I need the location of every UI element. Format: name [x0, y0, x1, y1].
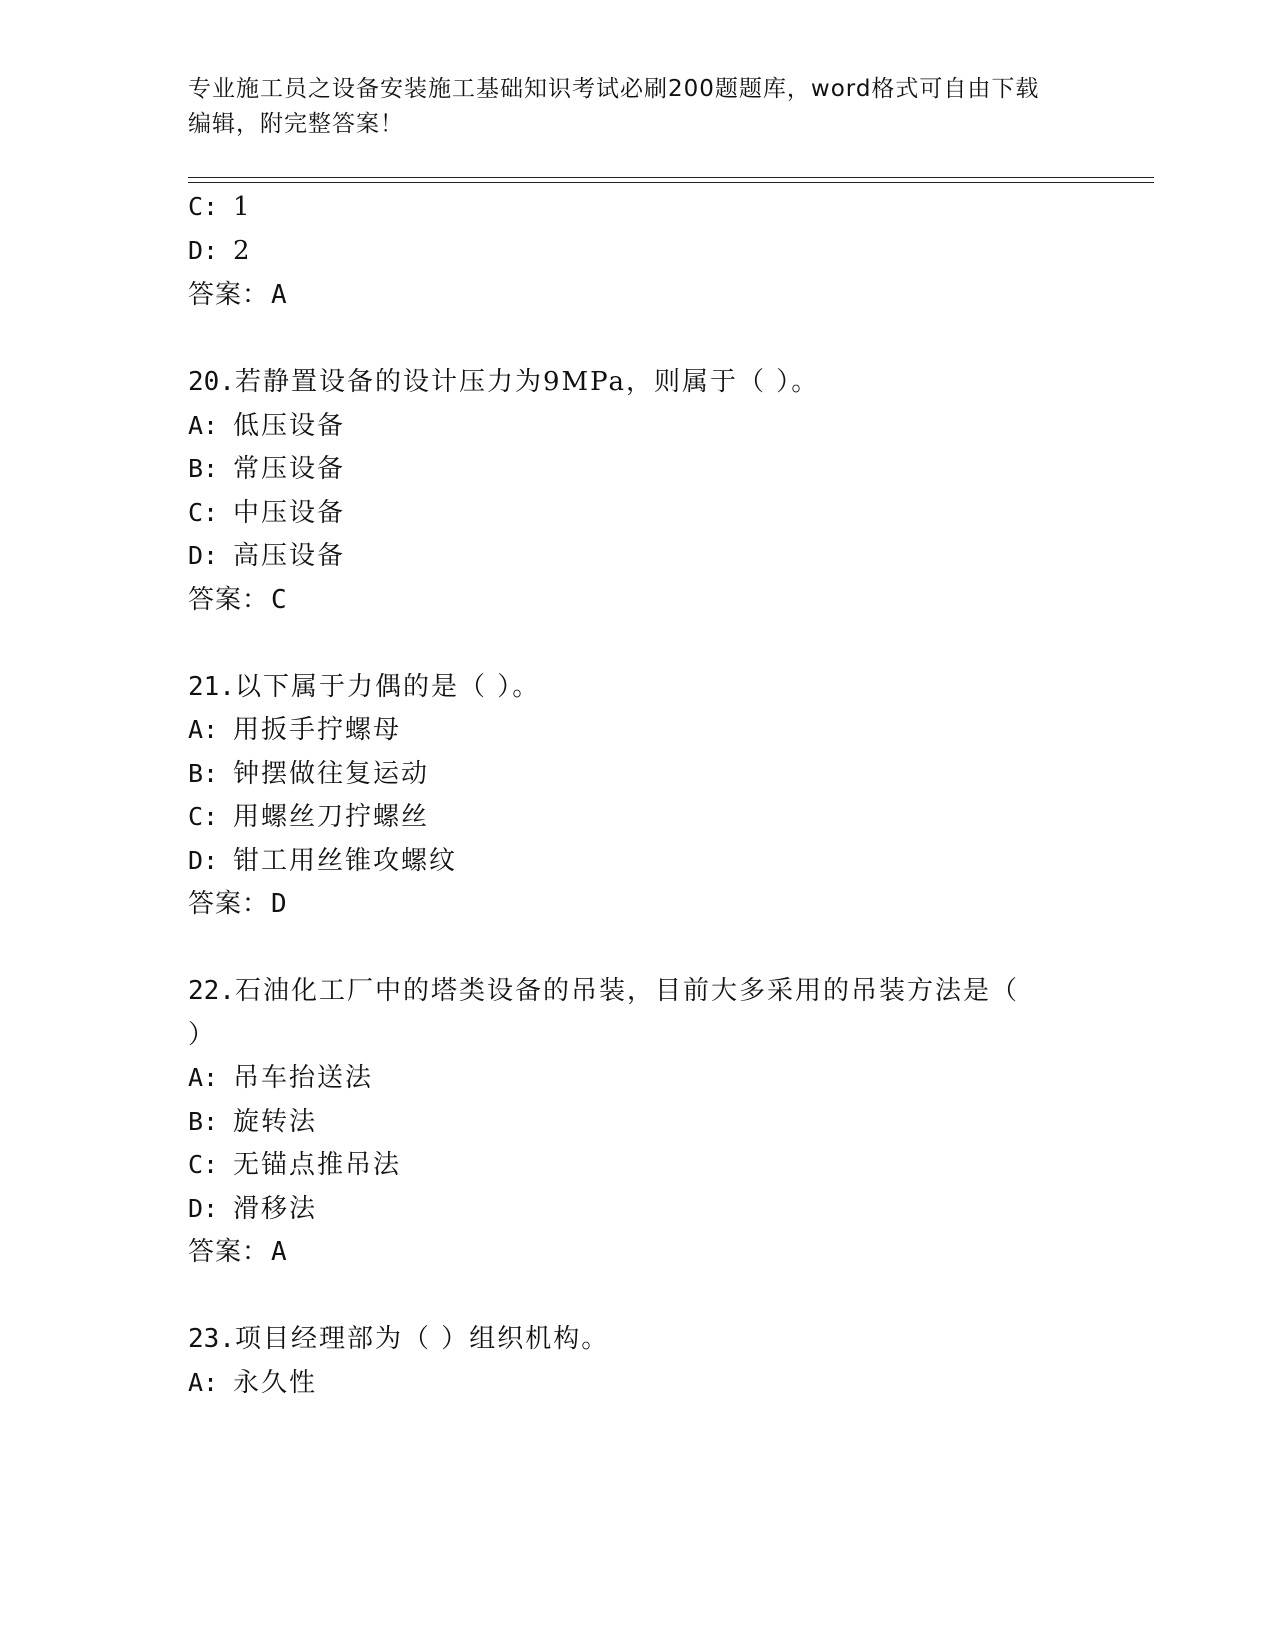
q21-option-a [188, 713, 401, 747]
option-text: 常压设备 [233, 454, 346, 484]
option-label: B: [188, 454, 219, 483]
question-number: 22. [188, 976, 235, 1006]
option-label: A: [188, 411, 219, 440]
q20-answer [188, 583, 288, 617]
q22-stem-continued [188, 1018, 216, 1052]
header-line-2: 编辑，附完整答案！ [188, 111, 404, 137]
q22-stem [188, 974, 1019, 1008]
option-label: C: [188, 802, 219, 831]
question-number: 21. [188, 672, 235, 702]
option-text: 钳工用丝锥攻螺纹 [233, 846, 458, 876]
question-number: 20. [188, 367, 235, 397]
question-text: 以下属于力偶的是（ ）。 [234, 672, 541, 702]
q21-option-d [188, 844, 457, 878]
q21-option-b [188, 757, 429, 791]
q23-stem [188, 1322, 609, 1356]
question-text: 石油化工厂中的塔类设备的吊装，目前大多采用的吊装方法是（ [234, 976, 1019, 1006]
answer-label: 答案： [188, 1237, 270, 1267]
document-header [188, 72, 1088, 142]
option-label: D: [188, 236, 219, 265]
q22-answer [188, 1235, 288, 1269]
question-text: 项目经理部为（ ）组织机构。 [234, 1324, 610, 1354]
answer-letter: A [271, 1237, 288, 1267]
answer-label: 答案： [188, 280, 270, 310]
option-text: 无锚点推吊法 [233, 1150, 402, 1180]
option-label: A: [188, 715, 219, 744]
option-text: 1 [233, 192, 252, 222]
option-text: 中压设备 [233, 498, 346, 528]
q22-option-d [188, 1192, 317, 1226]
header-line-1: 专业施工员之设备安装施工基础知识考试必刷200题题库，word格式可自由下载 [188, 76, 1040, 102]
option-text: 低压设备 [233, 411, 346, 441]
option-label: D: [188, 541, 219, 570]
option-text: 钟摆做往复运动 [233, 759, 430, 789]
option-label: C: [188, 1150, 219, 1179]
option-label: C: [188, 498, 219, 527]
option-text: 吊车抬送法 [233, 1063, 374, 1093]
option-label: B: [188, 1107, 219, 1136]
question-text: 若静置设备的设计压力为9MPa，则属于（ ）。 [234, 367, 820, 397]
q23-option-a [188, 1366, 317, 1400]
question-text-continued: ） [188, 1020, 217, 1050]
option-label: D: [188, 846, 219, 875]
option-text: 用扳手拧螺母 [233, 715, 402, 745]
q20-option-a [188, 409, 345, 443]
answer-label: 答案： [188, 889, 270, 919]
q20-option-b [188, 452, 345, 486]
q22-option-c [188, 1148, 401, 1182]
q19-option-d [188, 234, 252, 268]
q20-stem [188, 365, 819, 399]
option-text: 用螺丝刀拧螺丝 [233, 802, 430, 832]
q21-option-c [188, 800, 429, 834]
q22-option-b [188, 1105, 317, 1139]
q19-option-c [188, 190, 252, 224]
q20-option-d [188, 539, 345, 573]
option-text: 旋转法 [233, 1107, 318, 1137]
option-text: 永久性 [233, 1368, 318, 1398]
option-label: D: [188, 1194, 219, 1223]
option-label: A: [188, 1063, 219, 1092]
answer-letter: A [271, 280, 288, 310]
header-rule-top [188, 177, 1154, 178]
option-text: 高压设备 [233, 541, 346, 571]
question-number: 23. [188, 1324, 235, 1354]
header-rule-bottom [188, 182, 1154, 183]
answer-letter: C [271, 585, 288, 615]
option-text: 滑移法 [233, 1194, 318, 1224]
option-label: A: [188, 1368, 219, 1397]
answer-letter: D [271, 889, 288, 919]
answer-label: 答案： [188, 585, 270, 615]
q20-option-c [188, 496, 345, 530]
q22-option-a [188, 1061, 373, 1095]
option-label: C: [188, 192, 219, 221]
option-text: 2 [233, 236, 252, 266]
q21-answer [188, 887, 288, 921]
q19-answer [188, 278, 288, 312]
option-label: B: [188, 759, 219, 788]
q21-stem [188, 670, 540, 704]
